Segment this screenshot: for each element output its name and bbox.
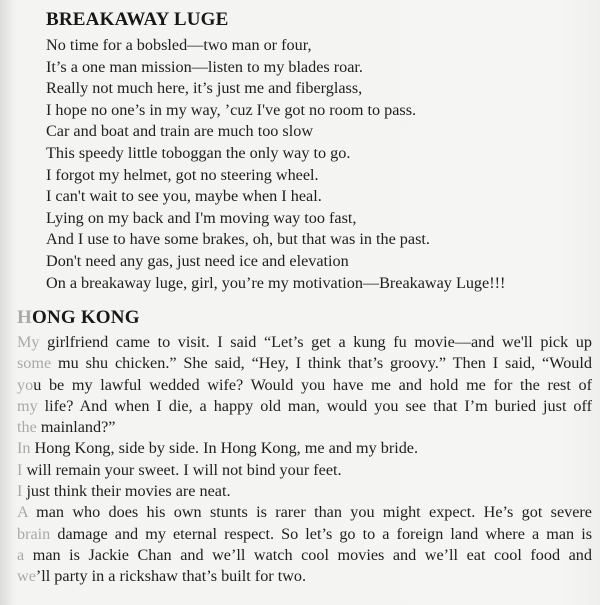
lyric-line [17,438,592,459]
line-text: man is Jackie Chan and we’ll watch cool movies and we’ll eat cool food and [24,545,592,564]
faded-text: a [17,545,25,564]
lyric-line [17,502,592,523]
faded-text: My [17,333,40,351]
lyric-line [17,545,592,566]
lyric-line: I can't wait to see you, maybe when I heal. [46,187,322,206]
lyric-line: I forgot my helmet, got no steering wheel. [46,165,319,184]
hong-kong-lyrics [17,332,592,588]
song-title-hong-kong [17,307,140,329]
lyric-line [17,396,592,417]
lyric-line: Really not much here, it’s just me and fiberglass, [46,79,363,98]
breakaway-luge-lyrics [46,35,586,294]
faded-text: the [17,418,37,437]
line-text: damage and my eternal respect. So let’s go to a foreign land where a man is [50,524,592,543]
lyric-line: Lying on my back and I'm moving way too fast, [46,208,357,227]
line-text: mainland?” [36,418,116,437]
lyric-line: And I use to have some brakes, oh, but that was in the past. [46,230,430,249]
lyric-line [17,417,592,438]
faded-text: my [17,396,38,415]
lyric-line: This speedy little toboggan the only way to go. [46,143,351,162]
line-text: u be my lawful wedded wife? Would you have me and hold me for the rest of [33,375,592,394]
lyric-line: Car and boat and train are much too slow [46,122,314,141]
faded-text: brain [17,524,51,543]
lyric-line [17,524,592,545]
line-text: will remain your sweet. I will not bind your feet. [22,460,342,479]
faded-text: yo [17,375,34,394]
song-title-hong-kong-rest: ONG KONG [31,307,140,328]
faded-text: we [17,567,36,586]
line-text: girlfriend came to visit. I said “Let’s get a kung fu movie—and we'll pick up [39,333,592,351]
line-text: just think their movies are neat. [22,482,231,501]
faded-text: I [17,482,23,501]
page-edge-shadow [0,0,14,605]
line-text: life? And when I die, a happy old man, would you see that I’m buried just off [37,396,592,415]
lyric-line: It’s a one man mission—listen to my blades roar. [46,57,363,76]
lyric-line [17,375,592,396]
lyric-line [17,566,592,587]
lyric-line [17,353,592,374]
song-title-hong-kong-faded: H [17,307,32,328]
faded-text: In [17,439,31,458]
lyric-line: I hope no one’s in my way, ’cuz I've got no room to pass. [46,100,417,119]
song-title-breakaway-luge: BREAKAWAY LUGE [46,9,229,30]
faded-text: A [17,503,28,522]
line-text: man who does his own stunts is rarer than you might expect. He’s got severe [27,503,592,522]
faded-text: I [17,460,23,479]
lyric-line: On a breakaway luge, girl, you’re my motivation—Breakaway Luge!!! [46,273,506,292]
line-text: ’ll party in a rickshaw that’s built for two. [35,567,307,586]
line-text: Hong Kong, side by side. In Hong Kong, me and my bride. [30,439,419,458]
line-text: mu shu chicken.” She said, “Hey, I think that’s groovy.” Then I said, “Would [51,354,592,373]
lyric-line [17,332,592,353]
lyric-line [17,460,592,481]
lyric-line [17,481,592,502]
lyric-line: No time for a bobsled—two man or four, [46,36,312,54]
faded-text: some [17,354,52,373]
lyric-line: Don't need any gas, just need ice and elevation [46,251,349,270]
